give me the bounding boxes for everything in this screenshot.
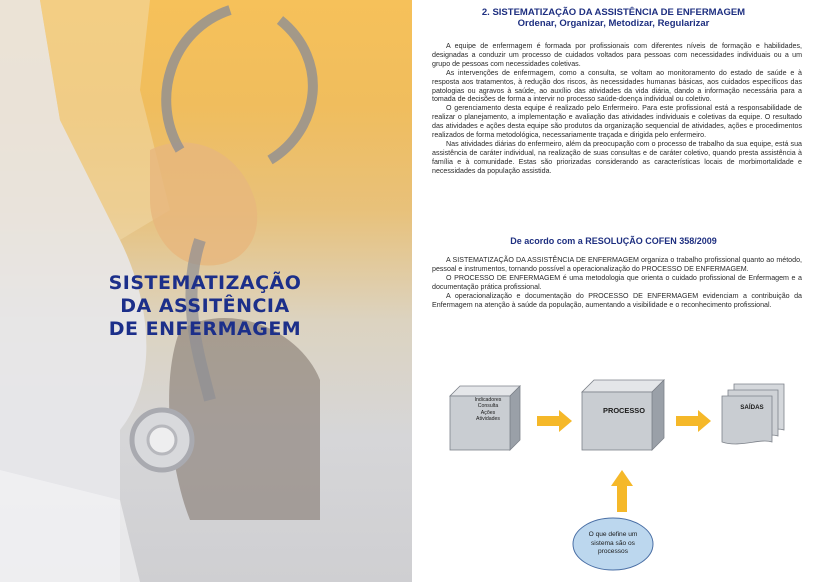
arrow-up-icon (611, 470, 633, 512)
question-label (580, 531, 646, 557)
arrow-right-icon (676, 410, 711, 432)
arrow-right-icon (537, 410, 572, 432)
paragraph: O gerenciamento desta equipe é realizado pelo Enfermeiro. Para este profissional está a responsabilidade de realizar o planejamento, a implementação e avaliação das atividades individuais e coletivas da equipe. O resultado das atividades e ações desta equipe são produtos da organização sequencial de atividades, ações e procedimentos realizados de forma metodológica, necessariamente traçada e dirigida pelo enfermeiro. (432, 104, 802, 140)
inputs-line: Indicadores (474, 397, 502, 403)
inputs-line: Atividades (476, 416, 500, 423)
inputs-label (464, 397, 512, 423)
paragraph: As intervenções de enfermagem, como a consulta, se voltam ao monitoramento do estado de saúde e à resposta aos tratamentos, à redução dos riscos, às necessidades humanas básicas, aos cuidados específicos das patologias ou agravos à saúde, ao auxílio das atividades da vida diária, dando a informação necessária para a tomada de decisões de forma a intervir no processo saúde-doença individual ou coletivo. (432, 68, 802, 104)
outputs-documents-icon (722, 384, 784, 444)
intro-text (432, 42, 802, 176)
cover-title-line: DE ENFERMAGEM (108, 318, 302, 340)
inputs-line: Ações (480, 409, 496, 416)
cover-title-line: SISTEMATIZAÇÃO (108, 272, 302, 294)
inputs-line: Consulta (477, 403, 499, 410)
paragraph: A SISTEMATIZAÇÃO DA ASSISTÊNCIA DE ENFERMAGEM organiza o trabalho profissional quanto ao método, pessoal e instrumentos, tornando possível a operacionalização do PROCESSO DE ENFERMAGEM. (432, 256, 802, 273)
paragraph: A operacionalização e documentação do PROCESSO DE ENFERMAGEM evidenciam a contribuição da Enfermagem na atenção à saúde da população, aumentando a visibilidade e o reconhecimento profissional. (432, 291, 802, 309)
section-subtitle: Ordenar, Organizar, Metodizar, Regularizar (517, 18, 710, 29)
outputs-label: SAÍDAS (740, 404, 764, 411)
question-line: processos (597, 548, 629, 555)
cover-title (95, 272, 315, 341)
paragraph: A equipe de enfermagem é formada por profissionais com diferentes níveis de formação e habilidades, designadas a conduzir um processo de cuidados voltados para pessoas com necessidades individuais ou a um grupo de pessoas com necessidades coletivas. (432, 42, 802, 68)
content-page (412, 0, 815, 582)
question-line: O que define um (588, 531, 638, 538)
resolution-heading: De acordo com a RESOLUÇÃO COFEN 358/2009 (510, 236, 717, 246)
process-box (582, 380, 664, 450)
section-title: 2. SISTEMATIZAÇÃO DA ASSISTÊNCIA DE ENFERMAGEM (481, 7, 746, 18)
process-label: PROCESSO (603, 406, 645, 415)
process-diagram (412, 372, 815, 582)
paragraph: Nas atividades diárias do enfermeiro, além da preocupação com o processo de trabalho da sua equipe, está sua assistência de caráter individual, na realização de suas consultas e de caráter coletivo, quando presta assistência à família e à comunidade. Estas são priorizadas considerando as características locais de morbimortalidade e necessidades da população assistida. (432, 139, 802, 175)
cover-title-line: DA ASSITÊNCIA (120, 295, 290, 317)
paragraph: O PROCESSO DE ENFERMAGEM é uma metodologia que orienta o cuidado profissional de Enfermagem e a documentação prática profissional. (432, 273, 802, 291)
question-line: sistema são os (591, 539, 635, 547)
resolution-text (432, 256, 802, 309)
